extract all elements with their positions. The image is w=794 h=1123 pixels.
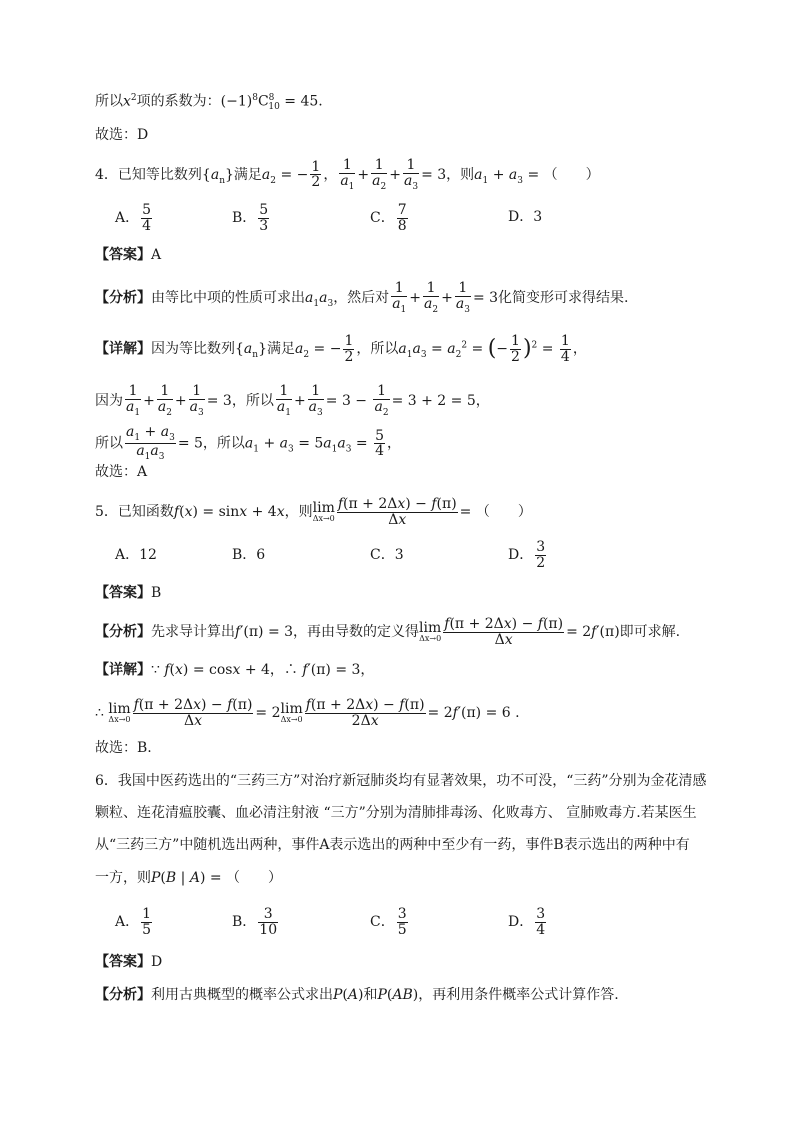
q4-stem: 4．已知等比数列$\{a_n\}$满足$a_2$ = − $\frac{1}{2}$ ， $\frac{1}{a_1}$ + $\frac{1}{a_2}$ + $\frac{1}{a_3}$ = 3，则$a_1 + a_3$ = （ ） (95, 157, 600, 192)
q5-option-b[interactable]: B．6 (232, 547, 266, 563)
q5-answer: 【答案】B (95, 585, 162, 601)
q6-stem-line4: 一方，则P(B | A) = （ ） (95, 870, 283, 886)
q6-stem-line3: 从“三药三方”中随机选出两种，事件A表示选出的两种中至少有一药，事件B表示选出的两种中有 (95, 837, 690, 853)
q4-detail-line3: 所以 $\frac{a_1 + a_3}{a_1a_3}$ = 5，所以$a_1 + a_3 = 5a_1a_3$ = $\frac{5}{4}$ ， (95, 424, 402, 463)
q4-analysis: 【分析】由等比中项的性质可求出$a_1a_3$，然后对 $\frac{1}{a_1}$ + $\frac{1}{a_2}$ + $\frac{1}{a_3}$ = 3化简变形可求得结果. (95, 280, 629, 315)
q3-coefficient-line: 所以$x^2$项的系数为：$(-1)^8C^8_{10} = 45$. (95, 93, 323, 113)
q4-detail-line2: 因为 $\frac{1}{a_1}$ + $\frac{1}{a_2}$ + $\frac{1}{a_3}$ = 3，所以 $\frac{1}{a_1}$ + $\frac{1}{a_3}$ = 3 − $\frac{1}{a_2}$ = 3 + 2 = 5， (95, 383, 490, 418)
q5-stem: 5．已知函数f(x) = sinx + 4x，则lim Δx→0 $\frac{f(\pi + 2\Delta x) - f(\pi)}{\Delta x}$ = （ ） (95, 496, 532, 528)
q6-stem-line2: 颗粒、连花清瘟胶囊、血必清注射液 “三方”分别为清肺排毒汤、化败毒方、 宣肺败毒方.若某医生 (95, 805, 697, 821)
q5-choose: 故选：B. (95, 740, 152, 756)
q4-choose: 故选：A (95, 464, 148, 480)
q5-option-a[interactable]: A．12 (115, 547, 157, 563)
q5-option-c[interactable]: C．3 (370, 547, 404, 563)
q5-detail-line1: 【详解】∵ f(x) = cosx + 4，∴ f′(π) = 3， (95, 662, 375, 678)
q3-answer: 故选：D (95, 127, 149, 143)
q6-option-a[interactable]: A． $\frac{1}{5}$ (115, 906, 152, 938)
q4-answer: 【答案】A (95, 247, 162, 263)
q4-option-d[interactable]: D．3 (508, 209, 543, 225)
q4-detail-line1: 【详解】因为等比数列$\{a_n\}$满足$a_2$ = − $\frac{1}{2}$ ，所以$a_1a_3 = a_2^2$ = (− $\frac{1}{2}$ )$^2$ = $\frac{1}{4}$ ， (95, 333, 587, 365)
q4-option-c[interactable]: C． $\frac{7}{8}$ (370, 202, 407, 234)
q6-option-b[interactable]: B． $\frac{3}{10}$ (232, 906, 278, 938)
q5-option-d[interactable]: D． $\frac{3}{2}$ (508, 539, 546, 571)
q6-stem-line1: 6．我国中医药选出的“三药三方”对治疗新冠肺炎均有显著效果，功不可没，“三药”分别为金花清感 (95, 773, 707, 789)
q6-analysis: 【分析】利用古典概型的概率公式求出P(A)和P(AB)，再利用条件概率公式计算作答. (95, 987, 619, 1003)
q5-detail-line2: ∴ lim Δx→0 $\frac{f(\pi + 2\Delta x) - f(\pi)}{\Delta x}$ = 2lim Δx→0 $\frac{f(\pi + 2\Delta x) - f(\pi)}{2\Delta x}$ = 2f′(π) = 6 . (95, 697, 520, 729)
q4-option-a[interactable]: A． $\frac{5}{4}$ (115, 202, 152, 234)
q6-option-c[interactable]: C． $\frac{3}{5}$ (370, 906, 407, 938)
q4-option-b[interactable]: B． $\frac{5}{3}$ (232, 202, 269, 234)
q6-option-d[interactable]: D． $\frac{3}{4}$ (508, 906, 546, 938)
q5-analysis: 【分析】先求导计算出f′(π) = 3，再由导数的定义得lim Δx→0 $\frac{f(\pi + 2\Delta x) - f(\pi)}{\Delta x}$ = 2f′(π)即可求解. (95, 616, 681, 648)
q6-answer: 【答案】D (95, 954, 163, 970)
